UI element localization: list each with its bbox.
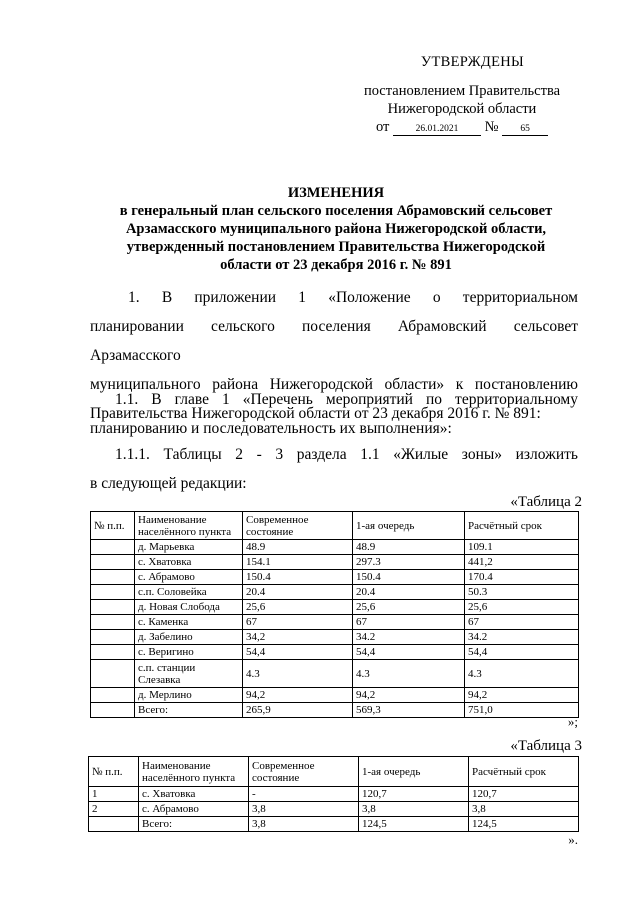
paragraph-2-line-2: планированию и последовательность их выполнения»: [90,420,452,437]
table-cell: 4.3 [243,660,353,688]
table-cell [91,630,135,645]
table-cell: 124,5 [469,817,579,832]
table-row [91,570,579,585]
table-cell: 297.3 [353,555,465,570]
table-2-caption: «Таблица 2 [510,494,582,510]
header-cell: Современное состояние [243,512,353,540]
document-title [86,184,586,274]
table-cell: 25,6 [353,600,465,615]
table-cell: 54,4 [353,645,465,660]
table-cell [91,615,135,630]
table-cell [91,688,135,703]
table-header-row [89,757,579,787]
table-cell: 20.4 [243,585,353,600]
table-cell: 34,2 [243,630,353,645]
table-cell: с.п. Соловейка [135,585,243,600]
table-cell: 67 [465,615,579,630]
table-cell: 441,2 [465,555,579,570]
table-cell: д. Новая Слобода [135,600,243,615]
header-cell: Наименование населённого пункта [135,512,243,540]
table-cell: д. Забелино [135,630,243,645]
table-cell [91,585,135,600]
table-cell: 569,3 [353,703,465,718]
table-cell: 20.4 [353,585,465,600]
table-3-caption: «Таблица 3 [510,738,582,754]
table-cell: с. Абрамово [139,802,249,817]
table-cell: 120,7 [359,787,469,802]
table-total-row [89,817,579,832]
table-cell: 3,8 [249,802,359,817]
table-cell: 50.3 [465,585,579,600]
paragraph-2 [90,385,578,443]
table-2-end-mark: »; [567,714,578,729]
table-cell [91,703,135,718]
table-cell: 67 [353,615,465,630]
title-line-2: в генеральный план сельского поселения Абрамовский сельсовет [119,203,553,219]
table-row [91,615,579,630]
title-line-1: ИЗМЕНЕНИЯ [287,185,385,201]
table-cell: Всего: [139,817,249,832]
table-cell: с. Хватовка [139,787,249,802]
table-cell: с. Абрамово [135,570,243,585]
decree-block [362,82,562,136]
table-cell: 3,8 [359,802,469,817]
table-cell [91,660,135,688]
table-cell [91,555,135,570]
table-cell: 154.1 [243,555,353,570]
table-cell: с. Каменка [135,615,243,630]
table-cell: Всего: [135,703,243,718]
table-row [91,645,579,660]
header-cell: Современное состояние [249,757,359,787]
title-line-4: утвержденный постановлением Правительства Нижегородской [126,239,546,255]
number-label: № [484,119,499,135]
table-total-row [91,703,579,718]
header-cell: Наименование населённого пункта [139,757,249,787]
table-row [91,585,579,600]
table-cell: 150.4 [353,570,465,585]
table-3-end-mark: ». [568,832,578,847]
table-cell: 67 [243,615,353,630]
table-cell: 34.2 [465,630,579,645]
approved-label: УТВЕРЖДЕНЫ [420,54,524,70]
decree-line-1: постановлением Правительства [363,83,561,99]
header-cell: № п.п. [91,512,135,540]
table-row [89,787,579,802]
table-header-row [91,512,579,540]
table-cell: 170.4 [465,570,579,585]
table-cell [91,540,135,555]
table-cell [91,600,135,615]
table-cell: 94,2 [243,688,353,703]
from-label: от [375,119,390,135]
decree-number: 65 [502,123,548,136]
table-cell: 2 [89,802,139,817]
paragraph-3-line-2: в следующей редакции: [90,475,247,492]
decree-date: 26.01.2021 [393,123,481,136]
decree-date-line [362,118,562,136]
paragraph-1-line-2: планировании сельского поселения Абрамовский сельсовет Арзамасского [90,318,578,364]
table-cell: с. Веригино [135,645,243,660]
header-cell: Расчётный срок [469,757,579,787]
table-row [91,688,579,703]
table-cell: д. Мерлино [135,688,243,703]
table-cell: 265,9 [243,703,353,718]
table-3 [88,756,579,832]
title-line-3: Арзамасского муниципального района Нижегородской области, [125,221,547,237]
table-cell: 150.4 [243,570,353,585]
table-cell: 109.1 [465,540,579,555]
paragraph-3 [90,440,578,498]
table-cell: 1 [89,787,139,802]
table-row [91,630,579,645]
table-cell: 54,4 [465,645,579,660]
table-cell: 54,4 [243,645,353,660]
title-line-5: области от 23 декабря 2016 г. № 891 [220,257,452,273]
table-cell: 3,8 [249,817,359,832]
table-cell: с.п. станции Слезавка [135,660,243,688]
table-row [91,600,579,615]
table-cell: 751,0 [465,703,579,718]
paragraph-1-line-1: 1. В приложении 1 «Положение о территориальном [128,289,578,306]
table-cell: 34.2 [353,630,465,645]
table-cell: д. Марьевка [135,540,243,555]
header-cell: № п.п. [89,757,139,787]
table-cell [91,570,135,585]
paragraph-2-line-1: 1.1. В главе 1 «Перечень мероприятий по территориальному [115,391,578,408]
header-cell: 1-ая очередь [359,757,469,787]
table-cell [91,645,135,660]
table-cell: 94,2 [353,688,465,703]
header-cell: 1-ая очередь [353,512,465,540]
table-cell: 25,6 [243,600,353,615]
paragraph-1-line-3: муниципального района Нижегородской области» к постановлению [90,376,578,393]
table-cell: 48.9 [353,540,465,555]
table-cell: 25,6 [465,600,579,615]
table-row [91,540,579,555]
table-cell [89,817,139,832]
table-row [89,802,579,817]
table-cell: 124,5 [359,817,469,832]
table-cell: 94,2 [465,688,579,703]
table-cell: - [249,787,359,802]
table-cell: 3,8 [469,802,579,817]
table-2 [90,511,579,718]
table-cell: 4.3 [353,660,465,688]
table-row [91,555,579,570]
table-cell: с. Хватовка [135,555,243,570]
paragraph-1-line-4: Правительства Нижегородской области от 23 декабря 2016 г. № 891: [90,405,541,422]
table-cell: 4.3 [465,660,579,688]
table-cell: 120,7 [469,787,579,802]
table-row [91,660,579,688]
header-cell: Расчётный срок [465,512,579,540]
decree-line-2: Нижегородской области [387,101,537,117]
table-cell: 48.9 [243,540,353,555]
paragraph-3-line-1: 1.1.1. Таблицы 2 - 3 раздела 1.1 «Жилые зоны» изложить [115,446,578,463]
